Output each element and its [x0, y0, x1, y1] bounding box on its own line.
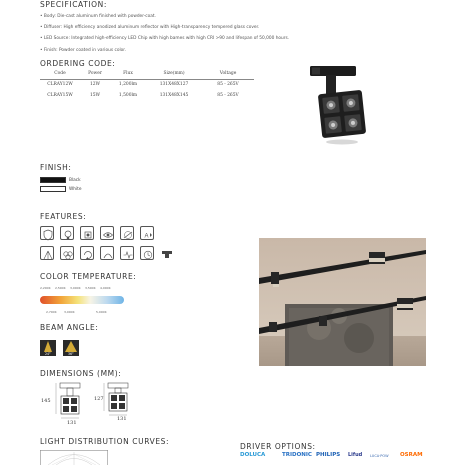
dimensions-title: DIMENSIONS (MM):	[40, 369, 122, 378]
cell-size: 131X48X145	[159, 93, 189, 98]
table-header-row	[40, 68, 254, 79]
beam-label: 36°	[68, 352, 74, 356]
svg-text:A: A	[144, 233, 149, 240]
white-swatch	[40, 186, 66, 192]
cell-flux: 1,500lm	[118, 93, 138, 98]
fixture-product-image	[304, 64, 374, 146]
osram-logo: OSRAM	[400, 452, 423, 458]
eye-comfort-icon	[100, 226, 114, 240]
ct-bottom-label: 5,000K	[96, 310, 107, 314]
beam-label: 24°	[45, 352, 51, 356]
doluca-logo: DOLUCA	[240, 452, 266, 458]
lifud-logo: Lifud	[348, 452, 363, 458]
finish-label: Black	[69, 177, 81, 183]
col-code: Code	[40, 68, 80, 79]
installation-photo	[259, 238, 426, 366]
rotation-icon	[80, 246, 94, 260]
beam-angle-title: BEAM ANGLE:	[40, 323, 99, 332]
fixture-arm	[326, 75, 336, 95]
track-spotlight	[369, 252, 385, 264]
tilt-icon	[100, 246, 114, 260]
energy-class-icon	[140, 226, 154, 240]
ordering-title: ORDERING CODE:	[40, 59, 116, 68]
lightbulb-icon	[60, 226, 74, 240]
dim-height-a: 145	[41, 398, 51, 404]
table-row	[40, 79, 254, 90]
shield-icon	[40, 226, 54, 240]
ct-top-label: 2,500K	[55, 286, 66, 290]
spec-title: SPECIFICATION:	[40, 0, 108, 9]
finish-option-black[interactable]	[40, 177, 81, 183]
table-row	[40, 90, 254, 101]
ct-bottom-label: 3,000K	[64, 310, 75, 314]
col-power: Power	[80, 68, 110, 79]
color-temp-title: COLOR TEMPERATURE:	[40, 272, 137, 281]
ct-bottom-label: 2,700K	[46, 310, 57, 314]
fixture-head	[318, 90, 366, 138]
ordering-table	[40, 68, 254, 101]
lucapow-logo: LUCA·POW	[370, 454, 389, 458]
cell-code: CLRAY15W	[47, 93, 73, 98]
spec-item-led-source: • LED Source: Integrated high-efficiency LED Chip with high bames with high CRI >90 and lifespan of 50,000 hours.	[40, 36, 290, 42]
lifespan-icon	[140, 246, 154, 260]
ct-top-label: 3,500K	[85, 286, 96, 290]
cell-flux: 1,200lm	[118, 82, 138, 88]
dim-height-b: 127	[94, 396, 104, 402]
ct-top-label: 3,000K	[70, 286, 81, 290]
philips-logo: PHILIPS	[316, 452, 341, 458]
cell-power: 15W	[89, 93, 101, 98]
finish-option-white[interactable]	[40, 186, 82, 192]
black-swatch	[40, 177, 66, 183]
track-spotlight	[397, 298, 413, 310]
features-title: FEATURES:	[40, 212, 87, 221]
cell-size: 131X48X127	[159, 82, 189, 88]
col-flux: Flux	[110, 68, 146, 79]
ct-top-label: 4,000K	[100, 286, 111, 290]
led-chip-icon	[80, 226, 94, 240]
light-distribution-chart	[40, 450, 108, 465]
dimmable-icon	[120, 226, 134, 240]
cri-icon	[60, 246, 74, 260]
finish-label: White	[69, 186, 82, 192]
dimension-drawing-a	[56, 383, 80, 418]
cell-power: 12W	[89, 82, 101, 88]
fixture-adapter-cap	[312, 68, 320, 75]
finish-title: FINISH:	[40, 163, 72, 172]
flicker-free-icon	[120, 246, 134, 260]
cell-voltage: 85 - 265V	[217, 93, 239, 98]
spec-item-body: • Body: Die-cast aluminum finished with powder-coat.	[40, 14, 156, 19]
dim-width-b: 131	[117, 416, 127, 422]
track-spotlight	[319, 316, 327, 326]
cell-code: CLRAY12W	[47, 82, 73, 88]
spec-list	[40, 11, 340, 56]
col-size: Size(mm)	[146, 68, 202, 79]
dimension-drawing-b	[104, 383, 128, 415]
ct-top-label: 2,200K	[40, 286, 51, 290]
light-distribution-title: LIGHT DISTRIBUTION CURVES:	[40, 437, 170, 446]
dimension-drawings	[52, 382, 142, 422]
fixture-shadow	[326, 140, 358, 145]
tridonic-logo: TRIDONIC	[282, 452, 312, 458]
color-temp-gradient-bar	[40, 296, 124, 304]
spec-item-diffuser: • Diffuser: High efficiency anodized aluminum reflector with High-transparency tempered glass cover.	[40, 25, 260, 31]
driver-logo-row	[240, 452, 430, 462]
col-voltage: Voltage	[202, 68, 254, 79]
track-spotlight	[269, 322, 277, 332]
wide-beam-icon	[40, 246, 54, 260]
track-system-icon	[160, 246, 174, 260]
driver-options-title: DRIVER OPTIONS:	[240, 442, 316, 451]
spec-item-finish: • Finish: Powder coated in various color.	[40, 47, 127, 53]
dim-width-a: 131	[67, 420, 77, 426]
cell-voltage: 85 - 265V	[217, 82, 239, 88]
